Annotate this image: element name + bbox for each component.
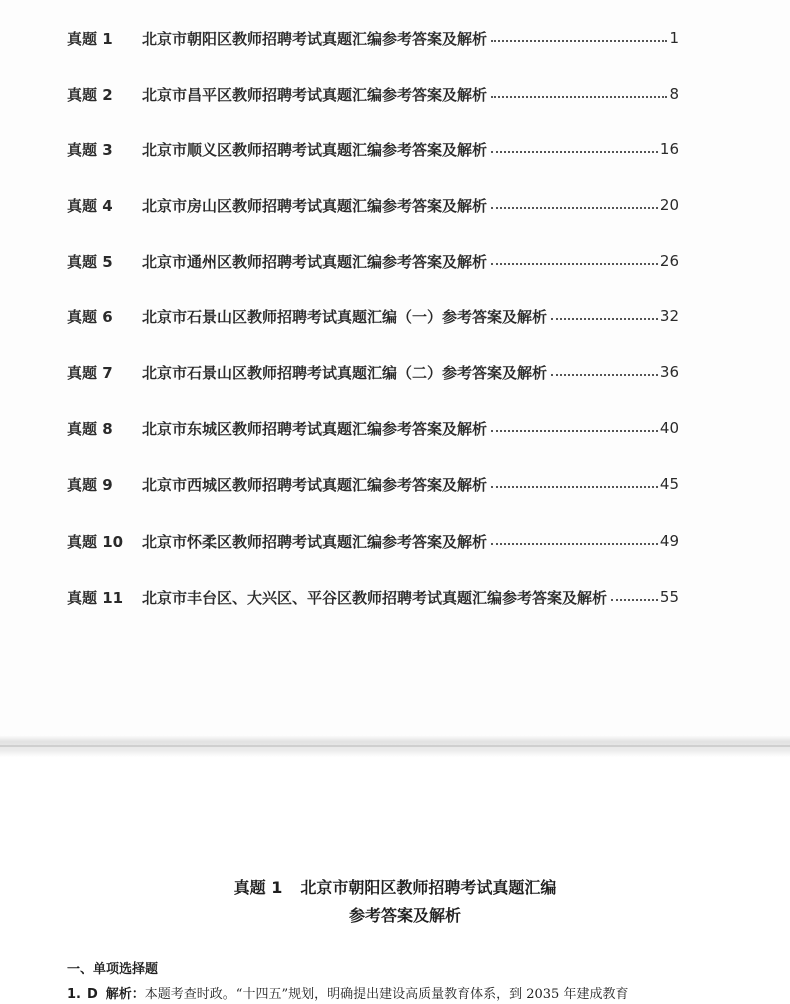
toc-entry-page: 16: [659, 140, 679, 158]
toc-leader-dots: [491, 40, 667, 42]
toc-entry-number: 真题 7: [67, 363, 113, 382]
toc-entry-page: 40: [659, 419, 679, 437]
toc-entry-number: 真题 4: [67, 196, 113, 215]
toc-leader-dots: [551, 318, 658, 320]
question-number: 1.: [67, 987, 81, 1002]
toc-entry-number: 真题 6: [67, 307, 113, 326]
answer-line: [67, 983, 717, 1002]
toc-entry-title: 北京市石景山区教师招聘考试真题汇编（二）参考答案及解析: [142, 363, 548, 382]
toc-entry-title: 北京市顺义区教师招聘考试真题汇编参考答案及解析: [142, 140, 488, 159]
toc-entry-page: 8: [669, 85, 679, 103]
toc-entry-page: 1: [669, 29, 679, 47]
toc-leader-dots: [551, 374, 658, 376]
section-heading: 一、单项选择题: [67, 962, 159, 977]
toc-entry-title: 北京市丰台区、大兴区、平谷区教师招聘考试真题汇编参考答案及解析: [142, 588, 608, 607]
toc-entry-page: 36: [659, 363, 679, 381]
toc-entry[interactable]: [67, 529, 679, 553]
toc-entry[interactable]: [67, 472, 679, 496]
toc-entry-title: 北京市西城区教师招聘考试真题汇编参考答案及解析: [142, 475, 488, 494]
toc-entry-number: 真题 8: [67, 419, 113, 438]
toc-entry-number: 真题 5: [67, 252, 113, 271]
toc-entry-title: 北京市通州区教师招聘考试真题汇编参考答案及解析: [142, 252, 488, 271]
toc-leader-dots: [491, 263, 658, 265]
toc-entry-page: 20: [659, 196, 679, 214]
toc-leader-dots: [491, 96, 667, 98]
answer-page: [0, 757, 790, 1004]
toc-entry-title: 北京市昌平区教师招聘考试真题汇编参考答案及解析: [142, 85, 488, 104]
toc-entry-title: 北京市朝阳区教师招聘考试真题汇编参考答案及解析: [142, 29, 488, 48]
explanation-label: 解析：: [105, 987, 145, 1002]
chapter-number: 真题 1: [233, 878, 283, 897]
toc-entry[interactable]: [67, 249, 679, 273]
toc-entry[interactable]: [67, 26, 679, 50]
toc-entry-title: 北京市房山区教师招聘考试真题汇编参考答案及解析: [142, 196, 488, 215]
explanation-text: 本题考查时政。“十四五”规划，明确提出建设高质量教育体系，到 2035 年建成教育: [144, 987, 629, 1002]
toc-entry-page: 55: [659, 588, 679, 606]
answer-choice: D: [86, 987, 98, 1002]
toc-entry-page: 45: [659, 475, 679, 493]
toc-entry-page: 26: [659, 252, 679, 270]
toc-entry-page: 49: [659, 532, 679, 550]
toc-entry-title: 北京市怀柔区教师招聘考试真题汇编参考答案及解析: [142, 532, 488, 551]
toc-entry[interactable]: [67, 193, 679, 217]
toc-leader-dots: [491, 543, 658, 545]
toc-leader-dots: [491, 486, 658, 488]
toc-entry[interactable]: [67, 360, 679, 384]
toc-leader-dots: [611, 599, 658, 601]
chapter-title: 北京市朝阳区教师招聘考试真题汇编: [300, 878, 557, 897]
toc-entry-number: 真题 2: [67, 85, 113, 104]
page-break-line: [0, 745, 790, 747]
chapter-subtitle: 参考答案及解析: [348, 906, 461, 925]
toc-entry-number: 真题 9: [67, 475, 113, 494]
toc-entry[interactable]: [67, 585, 679, 609]
toc-entry-number: 真题 10: [67, 532, 124, 551]
toc-entry[interactable]: [67, 304, 679, 328]
toc-entry-number: 真题 3: [67, 140, 113, 159]
toc-entry-page: 32: [659, 307, 679, 325]
toc-entry-number: 真题 1: [67, 29, 113, 48]
toc-entry[interactable]: [67, 82, 679, 106]
toc-entry[interactable]: [67, 416, 679, 440]
chapter-heading: [0, 875, 790, 898]
toc-entry-title: 北京市东城区教师招聘考试真题汇编参考答案及解析: [142, 419, 488, 438]
toc-entry[interactable]: [67, 137, 679, 161]
toc-leader-dots: [491, 430, 658, 432]
toc-entry-number: 真题 11: [67, 588, 124, 607]
toc-entry-title: 北京市石景山区教师招聘考试真题汇编（一）参考答案及解析: [142, 307, 548, 326]
toc-leader-dots: [491, 207, 658, 209]
toc-leader-dots: [491, 151, 658, 153]
